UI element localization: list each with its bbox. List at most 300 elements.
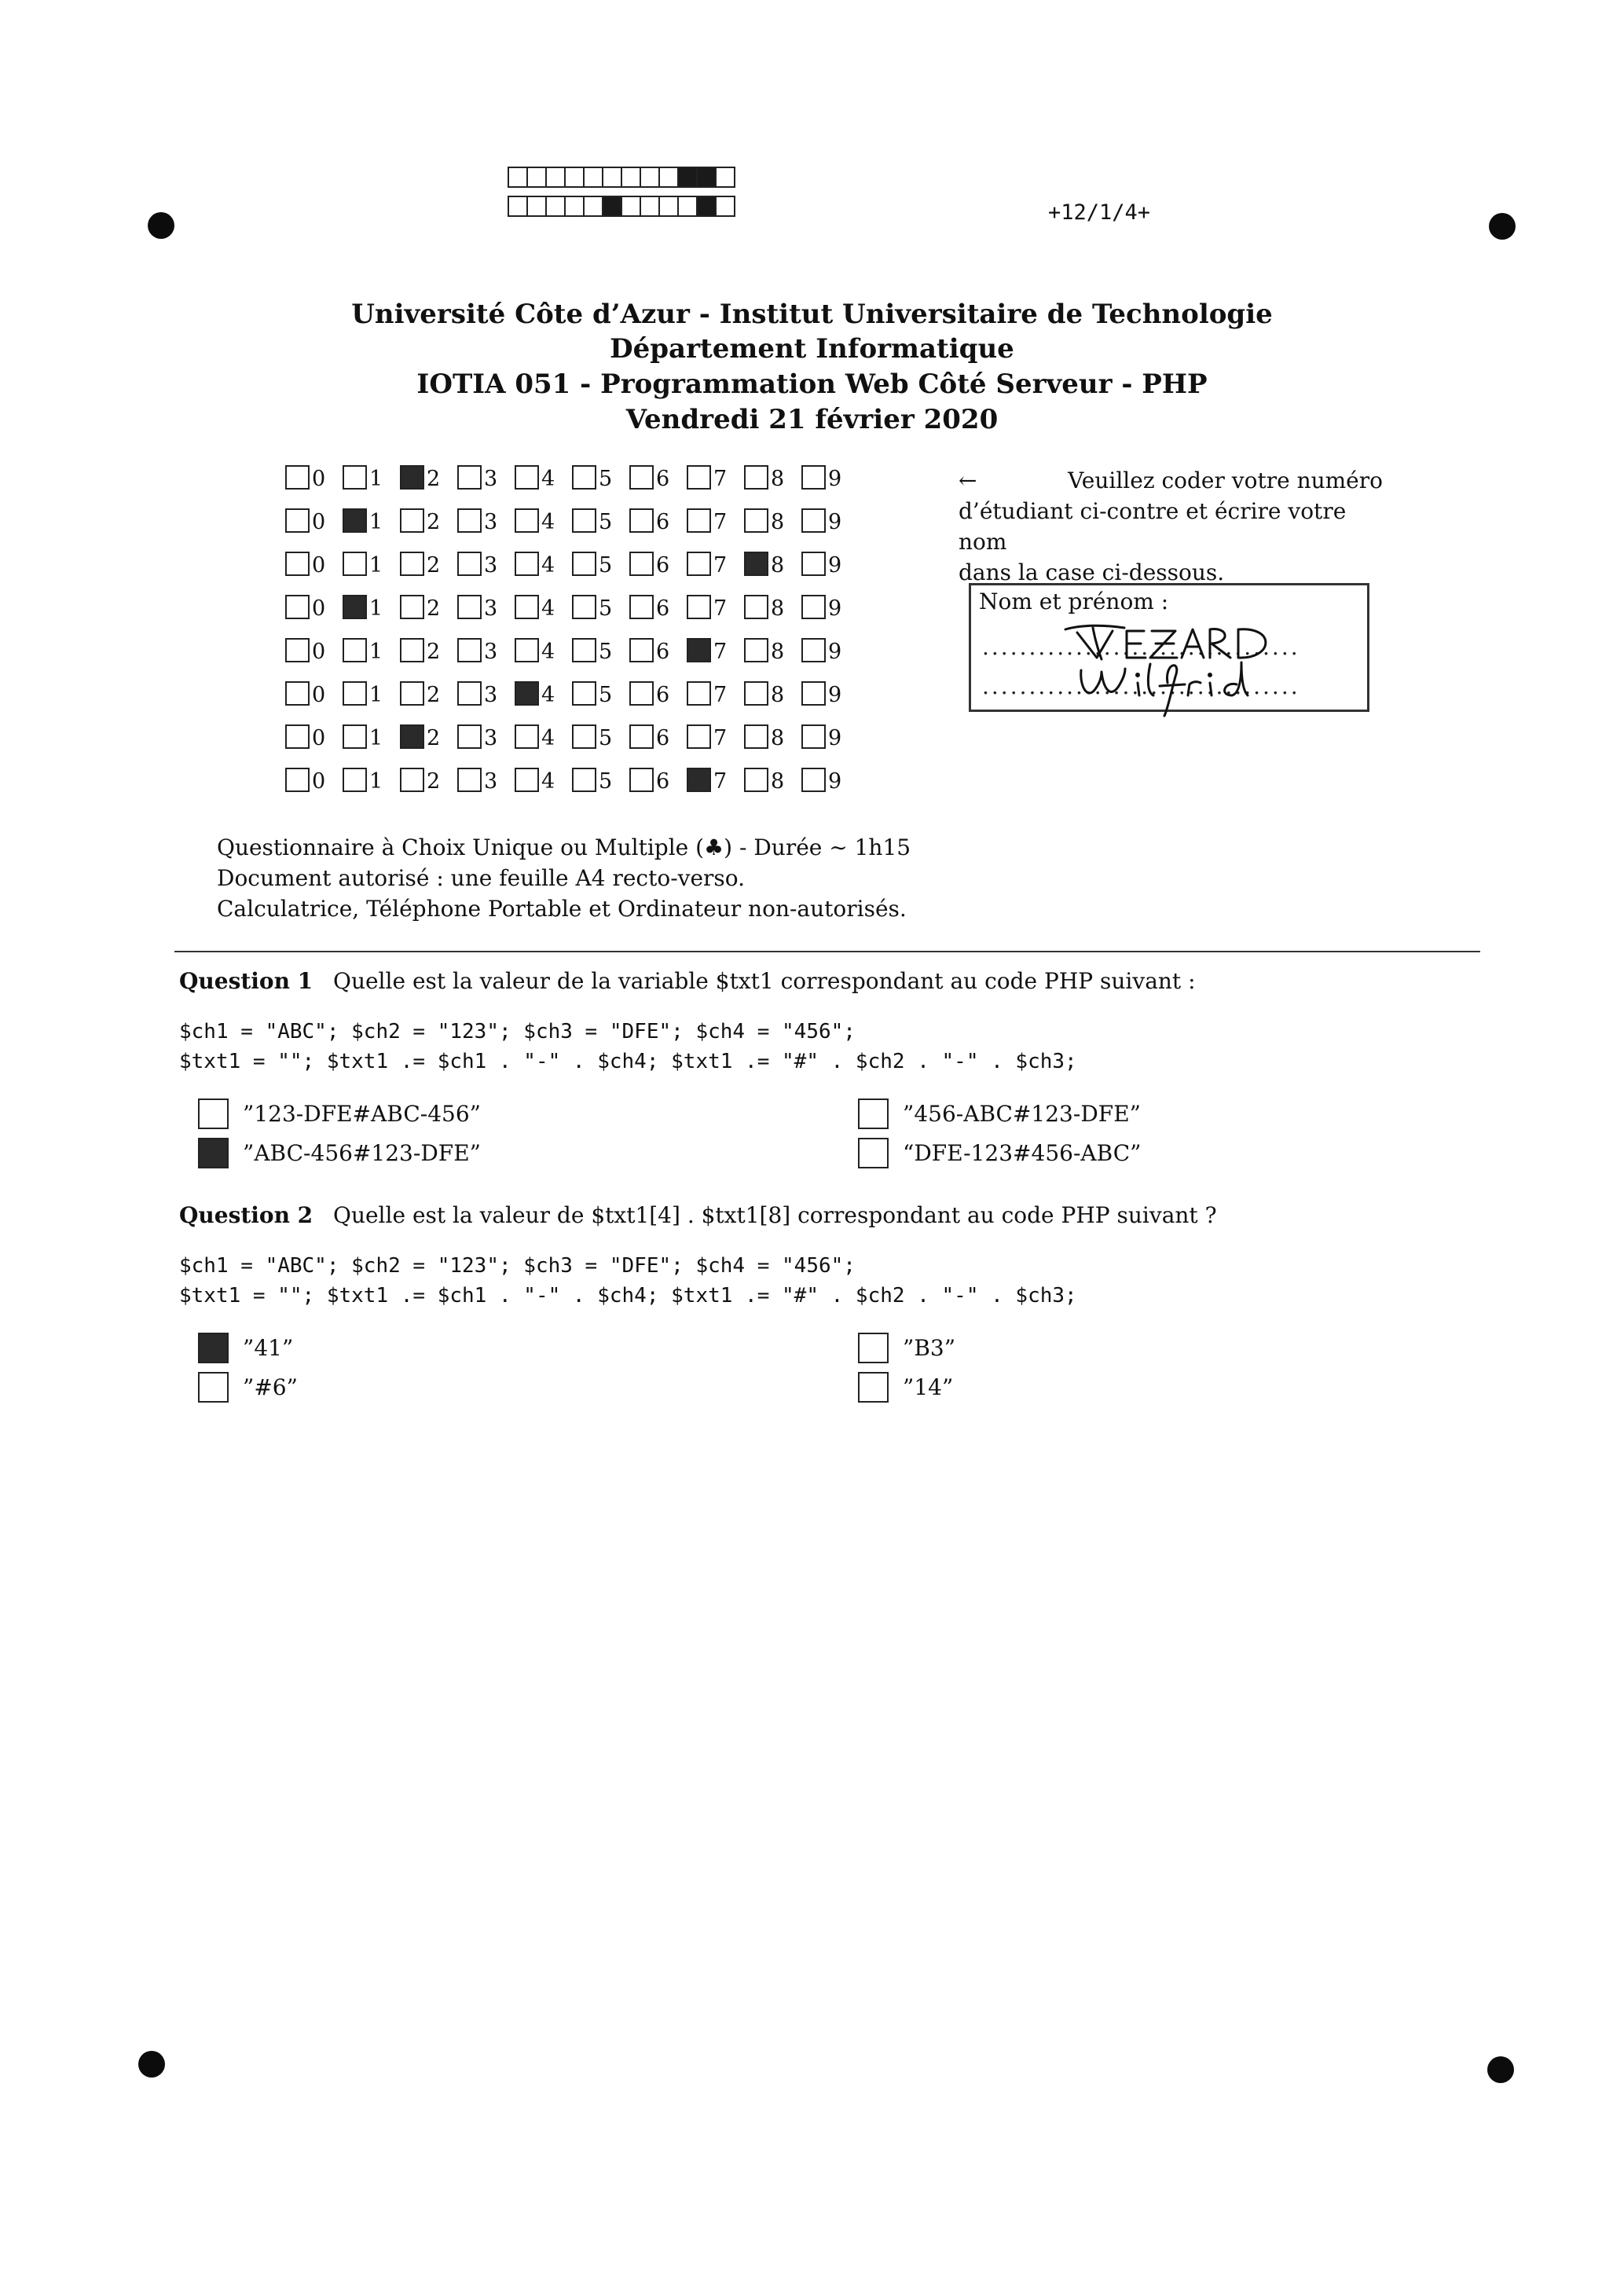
student-number-digit[interactable]	[457, 724, 515, 749]
student-number-digit[interactable]	[457, 595, 515, 619]
digit-checkbox[interactable]	[687, 681, 711, 706]
digit-checkbox[interactable]	[572, 681, 596, 706]
student-number-row	[285, 638, 859, 662]
student-number-row	[285, 595, 859, 619]
question-2-option-d-checkbox[interactable]	[858, 1372, 889, 1403]
digit-label: 0	[312, 596, 326, 621]
digit-checkbox[interactable]	[629, 724, 654, 749]
digit-label: 6	[656, 553, 670, 578]
digit-label: 4	[541, 596, 555, 621]
digit-label: 7	[713, 726, 728, 750]
student-number-digit[interactable]	[285, 638, 343, 662]
question-1	[179, 968, 1515, 994]
question-2	[179, 1202, 1515, 1228]
student-number-digit[interactable]	[572, 768, 629, 792]
student-number-digit[interactable]	[629, 465, 687, 490]
digit-checkbox[interactable]	[687, 465, 711, 490]
student-number-digit[interactable]	[285, 552, 343, 576]
name-line-1: ..................................	[982, 634, 1300, 660]
digit-checkbox[interactable]	[343, 552, 367, 576]
digit-label: 5	[599, 553, 613, 578]
digit-label: 2	[427, 683, 441, 707]
question-1-option-b-checkbox[interactable]	[858, 1098, 889, 1129]
digit-checkbox[interactable]	[343, 508, 367, 533]
student-number-digit[interactable]	[801, 768, 859, 792]
name-box-label: Nom et prénom :	[979, 589, 1169, 614]
student-number-digit[interactable]	[515, 595, 572, 619]
student-number-digit[interactable]	[400, 681, 457, 706]
digit-checkbox[interactable]	[687, 724, 711, 749]
digit-label: 3	[484, 726, 498, 750]
digit-checkbox[interactable]	[572, 638, 596, 662]
question-1-option-d[interactable]	[858, 1138, 1141, 1168]
student-number-digit[interactable]	[343, 595, 400, 619]
question-1-option-c-text: ”ABC-456#123-DFE”	[243, 1140, 481, 1166]
question-1-option-a[interactable]	[198, 1098, 481, 1129]
question-2-option-a[interactable]	[198, 1333, 293, 1363]
header-course: IOTIA 051 - Programmation Web Côté Serveur - PHP	[416, 369, 1208, 400]
barcode-cell	[508, 196, 528, 217]
instruction-line-3: dans la case ci-dessous.	[959, 559, 1225, 585]
student-number-digit[interactable]	[572, 552, 629, 576]
student-number-digit[interactable]	[744, 638, 801, 662]
digit-label: 3	[484, 640, 498, 664]
digit-label: 2	[427, 726, 441, 750]
digit-checkbox[interactable]	[572, 465, 596, 490]
barcode-cell	[526, 167, 547, 188]
digit-label: 5	[599, 640, 613, 664]
digit-checkbox[interactable]	[801, 508, 826, 533]
student-number-digit[interactable]	[400, 768, 457, 792]
student-number-digit[interactable]	[801, 595, 859, 619]
digit-label: 9	[828, 769, 842, 794]
student-number-digit[interactable]	[744, 724, 801, 749]
digit-checkbox[interactable]	[343, 681, 367, 706]
digit-checkbox[interactable]	[744, 595, 768, 619]
digit-checkbox[interactable]	[515, 681, 539, 706]
student-number-digit[interactable]	[457, 465, 515, 490]
student-number-digit[interactable]	[515, 552, 572, 576]
digit-checkbox[interactable]	[515, 552, 539, 576]
digit-label: 4	[541, 726, 555, 750]
student-number-digit[interactable]	[687, 681, 744, 706]
student-number-digit[interactable]	[515, 638, 572, 662]
student-number-digit[interactable]	[572, 724, 629, 749]
digit-label: 2	[427, 467, 441, 491]
student-number-digit[interactable]	[687, 465, 744, 490]
student-number-digit[interactable]	[457, 768, 515, 792]
student-number-digit[interactable]	[400, 465, 457, 490]
page-barcode-top-row	[508, 167, 734, 188]
rules-line-1: Questionnaire à Choix Unique ou Multiple (♣) - Durée ∼ 1h15	[217, 834, 911, 860]
student-number-digit[interactable]	[400, 508, 457, 533]
page-id: +12/1/4+	[1048, 200, 1151, 225]
student-number-digit[interactable]	[572, 465, 629, 490]
digit-label: 4	[541, 683, 555, 707]
student-number-digit[interactable]	[687, 638, 744, 662]
student-number-digit[interactable]	[629, 681, 687, 706]
digit-checkbox[interactable]	[629, 638, 654, 662]
digit-label: 7	[713, 769, 728, 794]
student-number-digit[interactable]	[801, 465, 859, 490]
student-number-row	[285, 465, 859, 490]
student-number-row	[285, 552, 859, 576]
barcode-cell	[564, 167, 585, 188]
digit-label: 4	[541, 769, 555, 794]
barcode-cell	[677, 167, 698, 188]
digit-checkbox[interactable]	[285, 595, 310, 619]
digit-label: 3	[484, 683, 498, 707]
student-number-digit[interactable]	[744, 552, 801, 576]
student-number-digit[interactable]	[343, 768, 400, 792]
digit-checkbox[interactable]	[629, 681, 654, 706]
header-divider	[174, 951, 1480, 952]
digit-checkbox[interactable]	[801, 768, 826, 792]
registration-mark-bottom-right	[1487, 2056, 1514, 2083]
rules-line-3: Calculatrice, Téléphone Portable et Ordinateur non-autorisés.	[217, 896, 907, 922]
question-2-option-c-text: ”#6”	[243, 1374, 298, 1400]
barcode-cell	[545, 196, 566, 217]
student-number-digit[interactable]	[629, 595, 687, 619]
student-number-digit[interactable]	[457, 508, 515, 533]
digit-checkbox[interactable]	[515, 465, 539, 490]
student-number-row	[285, 681, 859, 706]
digit-checkbox[interactable]	[629, 552, 654, 576]
digit-checkbox[interactable]	[285, 465, 310, 490]
student-number-digit[interactable]	[801, 638, 859, 662]
question-1-text: Quelle est la valeur de la variable $txt1 correspondant au code PHP suivant :	[333, 968, 1196, 994]
digit-label: 7	[713, 553, 728, 578]
student-number-digit[interactable]	[285, 724, 343, 749]
digit-checkbox[interactable]	[343, 595, 367, 619]
digit-checkbox[interactable]	[515, 508, 539, 533]
question-2-option-d-text: ”14”	[903, 1374, 954, 1400]
question-2-option-b[interactable]	[858, 1333, 955, 1363]
digit-label: 3	[484, 769, 498, 794]
digit-label: 1	[369, 510, 383, 534]
question-2-option-a-text: ”41”	[243, 1335, 294, 1361]
digit-checkbox[interactable]	[400, 508, 424, 533]
digit-label: 4	[541, 640, 555, 664]
student-number-digit[interactable]	[285, 508, 343, 533]
barcode-cell	[715, 196, 735, 217]
student-number-digit[interactable]	[457, 638, 515, 662]
student-number-digit[interactable]	[572, 595, 629, 619]
digit-label: 2	[427, 510, 441, 534]
digit-checkbox[interactable]	[687, 768, 711, 792]
digit-checkbox[interactable]	[457, 768, 482, 792]
digit-label: 0	[312, 510, 326, 534]
question-2-label: Question 2	[179, 1202, 313, 1228]
digit-label: 3	[484, 596, 498, 621]
digit-label: 1	[369, 726, 383, 750]
student-number-digit[interactable]	[744, 681, 801, 706]
student-number-digit[interactable]	[515, 768, 572, 792]
digit-label: 5	[599, 596, 613, 621]
barcode-cell	[602, 196, 622, 217]
digit-checkbox[interactable]	[801, 595, 826, 619]
digit-checkbox[interactable]	[629, 508, 654, 533]
student-number-digit[interactable]	[744, 768, 801, 792]
digit-label: 4	[541, 510, 555, 534]
arrow-left-icon: ←	[959, 468, 977, 493]
digit-checkbox[interactable]	[744, 724, 768, 749]
student-number-digit[interactable]	[515, 724, 572, 749]
digit-checkbox[interactable]	[457, 724, 482, 749]
barcode-cell	[583, 196, 603, 217]
student-number-digit[interactable]	[629, 768, 687, 792]
digit-checkbox[interactable]	[629, 768, 654, 792]
digit-checkbox[interactable]	[285, 768, 310, 792]
student-number-digit[interactable]	[400, 724, 457, 749]
question-2-option-a-checkbox[interactable]	[198, 1333, 229, 1363]
student-number-digit[interactable]	[457, 552, 515, 576]
digit-label: 9	[828, 467, 842, 491]
barcode-cell	[640, 167, 660, 188]
question-2-option-d[interactable]	[858, 1372, 953, 1403]
digit-label: 0	[312, 769, 326, 794]
student-number-digit[interactable]	[572, 508, 629, 533]
student-number-digit[interactable]	[687, 724, 744, 749]
student-number-digit[interactable]	[572, 638, 629, 662]
instruction-line-2: d’étudiant ci-contre et écrire votre nom	[959, 498, 1347, 555]
digit-label: 1	[369, 467, 383, 491]
digit-checkbox[interactable]	[515, 724, 539, 749]
digit-checkbox[interactable]	[801, 465, 826, 490]
digit-checkbox[interactable]	[400, 724, 424, 749]
digit-checkbox[interactable]	[457, 638, 482, 662]
barcode-cell	[696, 167, 717, 188]
digit-checkbox[interactable]	[572, 724, 596, 749]
exam-rules	[217, 832, 911, 924]
student-number-digit[interactable]	[515, 681, 572, 706]
student-number-digit[interactable]	[629, 508, 687, 533]
digit-checkbox[interactable]	[572, 768, 596, 792]
barcode-cell	[526, 196, 547, 217]
student-number-digit[interactable]	[629, 638, 687, 662]
digit-label: 9	[828, 726, 842, 750]
student-number-digit[interactable]	[400, 595, 457, 619]
student-number-digit[interactable]	[801, 681, 859, 706]
student-number-digit[interactable]	[629, 724, 687, 749]
digit-checkbox[interactable]	[744, 638, 768, 662]
student-number-digit[interactable]	[687, 768, 744, 792]
question-1-label: Question 1	[179, 968, 313, 994]
digit-checkbox[interactable]	[801, 681, 826, 706]
digit-label: 9	[828, 640, 842, 664]
student-number-digit[interactable]	[343, 508, 400, 533]
digit-label: 8	[771, 769, 785, 794]
question-1-option-c-checkbox[interactable]	[198, 1138, 229, 1168]
question-1-code-line-2: $txt1 = ""; $txt1 .= $ch1 . "-" . $ch4; $txt1 .= "#" . $ch2 . "-" . $ch3;	[179, 1050, 1077, 1073]
question-2-option-b-text: ”B3”	[903, 1335, 956, 1361]
digit-label: 5	[599, 769, 613, 794]
digit-checkbox[interactable]	[343, 768, 367, 792]
digit-checkbox[interactable]	[457, 552, 482, 576]
student-number-digit[interactable]	[687, 552, 744, 576]
student-number-digit[interactable]	[572, 681, 629, 706]
student-number-digit[interactable]	[343, 465, 400, 490]
digit-checkbox[interactable]	[285, 724, 310, 749]
digit-label: 6	[656, 467, 670, 491]
barcode-cell	[640, 196, 660, 217]
barcode-cell	[602, 167, 622, 188]
page-barcode-bottom-row	[508, 196, 734, 217]
student-number-digit[interactable]	[744, 595, 801, 619]
header-date: Vendredi 21 février 2020	[625, 404, 999, 435]
digit-checkbox[interactable]	[687, 552, 711, 576]
digit-checkbox[interactable]	[515, 638, 539, 662]
student-number-digit[interactable]	[801, 508, 859, 533]
digit-checkbox[interactable]	[515, 768, 539, 792]
name-box[interactable]	[969, 583, 1369, 712]
student-number-digit[interactable]	[343, 552, 400, 576]
digit-label: 8	[771, 510, 785, 534]
digit-label: 9	[828, 553, 842, 578]
name-line-2: ..................................	[982, 673, 1300, 699]
digit-checkbox[interactable]	[744, 552, 768, 576]
digit-checkbox[interactable]	[515, 595, 539, 619]
digit-checkbox[interactable]	[801, 552, 826, 576]
barcode-cell	[658, 196, 679, 217]
digit-checkbox[interactable]	[687, 595, 711, 619]
digit-label: 9	[828, 510, 842, 534]
question-1-option-d-checkbox[interactable]	[858, 1138, 889, 1168]
digit-checkbox[interactable]	[629, 595, 654, 619]
question-1-option-b[interactable]	[858, 1098, 1141, 1129]
question-2-code-line-1: $ch1 = "ABC"; $ch2 = "123"; $ch3 = "DFE"; $ch4 = "456";	[179, 1254, 856, 1278]
digit-label: 5	[599, 467, 613, 491]
student-number-digit[interactable]	[285, 595, 343, 619]
digit-checkbox[interactable]	[744, 681, 768, 706]
digit-label: 4	[541, 553, 555, 578]
student-number-row	[285, 508, 859, 533]
question-2-option-c[interactable]	[198, 1372, 298, 1403]
digit-checkbox[interactable]	[400, 595, 424, 619]
digit-label: 6	[656, 683, 670, 707]
digit-label: 7	[713, 683, 728, 707]
student-number-digit[interactable]	[801, 552, 859, 576]
student-number-digit[interactable]	[285, 768, 343, 792]
student-number-digit[interactable]	[285, 681, 343, 706]
digit-label: 0	[312, 467, 326, 491]
digit-checkbox[interactable]	[343, 724, 367, 749]
student-number-digit[interactable]	[343, 681, 400, 706]
digit-label: 4	[541, 467, 555, 491]
digit-checkbox[interactable]	[457, 465, 482, 490]
digit-label: 2	[427, 553, 441, 578]
digit-checkbox[interactable]	[629, 465, 654, 490]
question-1-option-c[interactable]	[198, 1138, 481, 1168]
student-number-digit[interactable]	[687, 595, 744, 619]
barcode-cell	[545, 167, 566, 188]
student-number-digit[interactable]	[285, 465, 343, 490]
student-number-instructions	[959, 465, 1383, 588]
digit-label: 2	[427, 769, 441, 794]
digit-label: 8	[771, 726, 785, 750]
question-1-code-line-1: $ch1 = "ABC"; $ch2 = "123"; $ch3 = "DFE"; $ch4 = "456";	[179, 1020, 856, 1043]
digit-checkbox[interactable]	[285, 681, 310, 706]
question-1-option-a-checkbox[interactable]	[198, 1098, 229, 1129]
digit-label: 6	[656, 726, 670, 750]
student-number-digit[interactable]	[801, 724, 859, 749]
digit-checkbox[interactable]	[801, 638, 826, 662]
student-number-digit[interactable]	[400, 638, 457, 662]
question-2-option-b-checkbox[interactable]	[858, 1333, 889, 1363]
barcode-cell	[658, 167, 679, 188]
student-number-digit[interactable]	[687, 508, 744, 533]
digit-checkbox[interactable]	[572, 552, 596, 576]
question-1-option-a-text: ”123-DFE#ABC-456”	[243, 1101, 481, 1127]
digit-checkbox[interactable]	[457, 681, 482, 706]
digit-checkbox[interactable]	[285, 508, 310, 533]
student-number-digit[interactable]	[343, 724, 400, 749]
student-number-digit[interactable]	[515, 465, 572, 490]
digit-label: 7	[713, 510, 728, 534]
registration-mark-top-right	[1489, 213, 1516, 240]
question-2-code-line-2: $txt1 = ""; $txt1 .= $ch1 . "-" . $ch4; $txt1 .= "#" . $ch2 . "-" . $ch3;	[179, 1284, 1077, 1308]
digit-checkbox[interactable]	[400, 638, 424, 662]
header-department: Département Informatique	[610, 333, 1014, 365]
digit-checkbox[interactable]	[801, 724, 826, 749]
digit-label: 5	[599, 726, 613, 750]
digit-checkbox[interactable]	[285, 552, 310, 576]
digit-checkbox[interactable]	[687, 508, 711, 533]
digit-label: 5	[599, 683, 613, 707]
question-1-option-b-text: ”456-ABC#123-DFE”	[903, 1101, 1141, 1127]
registration-mark-bottom-left	[138, 2051, 165, 2078]
student-number-digit[interactable]	[744, 508, 801, 533]
student-number-digit[interactable]	[400, 552, 457, 576]
digit-label: 9	[828, 596, 842, 621]
student-number-row	[285, 768, 859, 792]
digit-label: 8	[771, 553, 785, 578]
digit-checkbox[interactable]	[744, 768, 768, 792]
digit-checkbox[interactable]	[457, 595, 482, 619]
student-number-digit[interactable]	[457, 681, 515, 706]
barcode-cell	[715, 167, 735, 188]
digit-label: 0	[312, 683, 326, 707]
student-number-digit[interactable]	[629, 552, 687, 576]
digit-checkbox[interactable]	[744, 508, 768, 533]
digit-checkbox[interactable]	[572, 595, 596, 619]
question-2-option-c-checkbox[interactable]	[198, 1372, 229, 1403]
digit-label: 8	[771, 467, 785, 491]
student-number-digit[interactable]	[343, 638, 400, 662]
digit-label: 3	[484, 510, 498, 534]
digit-label: 3	[484, 553, 498, 578]
digit-checkbox[interactable]	[400, 768, 424, 792]
student-number-digit[interactable]	[515, 508, 572, 533]
digit-checkbox[interactable]	[400, 465, 424, 490]
digit-label: 7	[713, 640, 728, 664]
barcode-cell	[696, 196, 717, 217]
digit-checkbox[interactable]	[572, 508, 596, 533]
barcode-cell	[621, 167, 641, 188]
digit-checkbox[interactable]	[400, 552, 424, 576]
digit-checkbox[interactable]	[744, 465, 768, 490]
digit-label: 2	[427, 640, 441, 664]
digit-label: 1	[369, 683, 383, 707]
digit-checkbox[interactable]	[687, 638, 711, 662]
digit-checkbox[interactable]	[400, 681, 424, 706]
registration-mark-top-left	[148, 212, 174, 239]
digit-checkbox[interactable]	[343, 465, 367, 490]
digit-checkbox[interactable]	[285, 638, 310, 662]
digit-checkbox[interactable]	[457, 508, 482, 533]
digit-checkbox[interactable]	[343, 638, 367, 662]
student-number-digit[interactable]	[744, 465, 801, 490]
